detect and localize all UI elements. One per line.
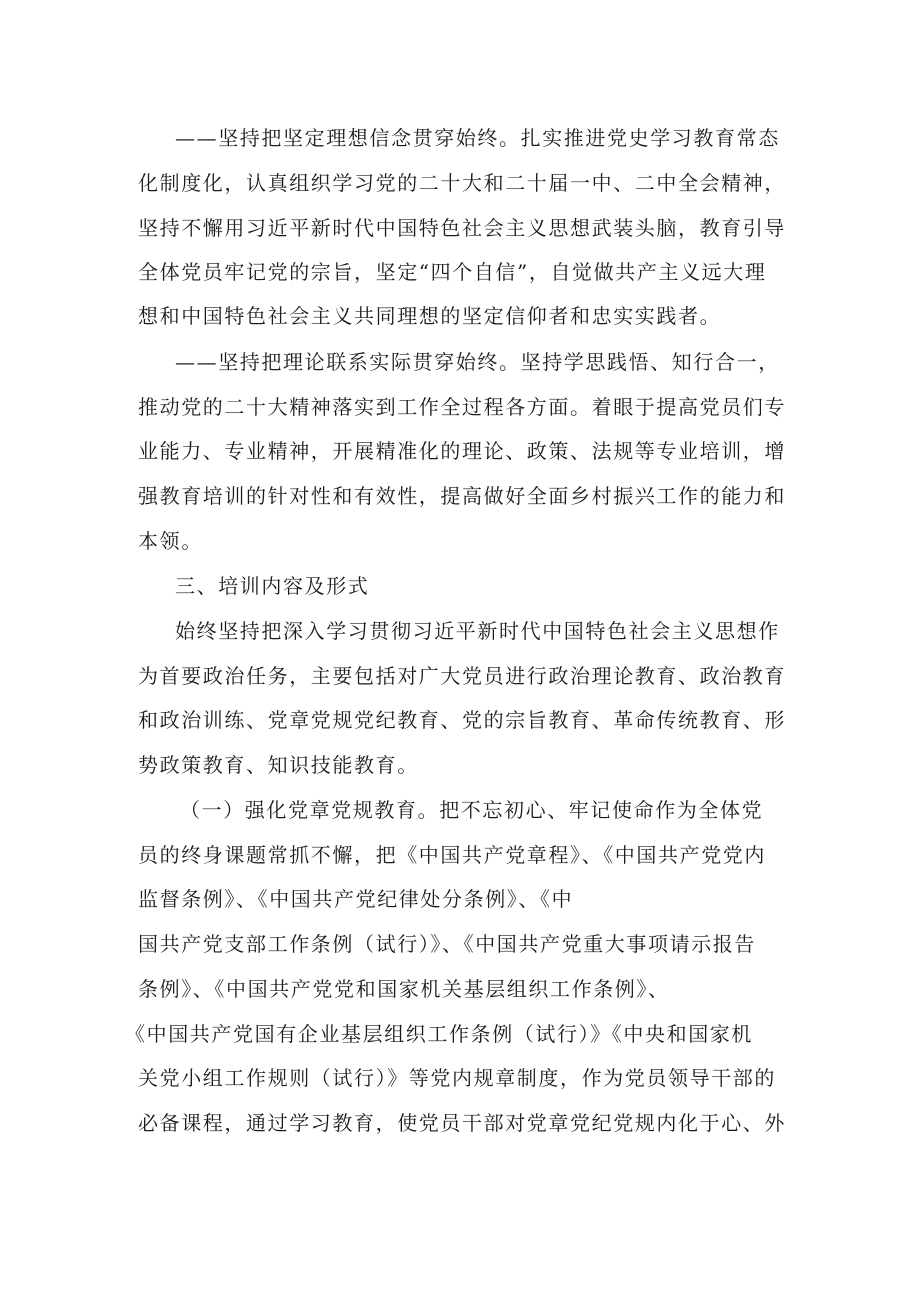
text-line: 本领。 — [138, 529, 203, 553]
text-line: 强教育培训的针对性和有效性，提高做好全面乡村振兴工作的能力和 — [138, 484, 786, 508]
text-line: 条例》、《中国共产党党和国家机关基层组织工作条例》、 — [138, 977, 670, 1001]
text-line: 员的终身课题常抓不懈，把《中国共产党章程》、《中国共产党党内 — [138, 843, 766, 867]
text-line: 推动党的二十大精神落实到工作全过程各方面。着眼于提高党员们专 — [138, 395, 786, 419]
text-line: 关党小组工作规则（试行）》等党内规章制度，作为党员领导干部的 — [138, 1066, 776, 1090]
text-line: 监督条例》、《中国共产党纪律处分条例》、《中 — [138, 887, 574, 911]
text-line: 势政策教育、知识技能教育。 — [138, 753, 419, 777]
text-line: 国共产党支部工作条例（试行）》、《中国共产党重大事项请示报告 — [138, 932, 756, 956]
text-line: 和政治训练、党章党规党纪教育、党的宗旨教育、革命传统教育、形 — [138, 708, 786, 732]
text-line: 业能力、专业精神，开展精准化的理论、政策、法规等专业培训，增 — [138, 439, 786, 463]
section-heading: 三、培训内容及形式 — [175, 574, 370, 598]
text-line: 为首要政治任务，主要包括对广大党员进行政治理论教育、政治教育 — [138, 664, 786, 688]
text-line: 始终坚持把深入学习贯彻习近平新时代中国特色社会主义思想作 — [175, 619, 780, 643]
text-line: ——坚持把理论联系实际贯穿始终。坚持学思践悟、知行合一， — [175, 350, 780, 374]
text-line: 必备课程，通过学习教育，使党员干部对党章党纪党规内化于心、外 — [138, 1111, 786, 1135]
text-line: 想和中国特色社会主义共同理想的坚定信仰者和忠实实践者。 — [138, 304, 722, 328]
text-line: ——坚持把坚定理想信念贯穿始终。扎实推进党史学习教育常态 — [175, 126, 780, 150]
text-line: 坚持不懈用习近平新时代中国特色社会主义思想武装头脑，教育引导 — [138, 216, 786, 240]
text-line: 化制度化，认真组织学习党的二十大和二十届一中、二中全会精神， — [138, 171, 786, 195]
text-line: 《中国共产党国有企业基层组织工作条例（试行）》《中央和国家机 — [125, 1022, 753, 1046]
subsection-heading-line: （一）强化党章党规教育。把不忘初心、牢记使命作为全体党 — [180, 798, 764, 822]
text-line: 全体党员牢记党的宗旨，坚定“四个自信”，自觉做共产主义远大理 — [138, 260, 767, 284]
